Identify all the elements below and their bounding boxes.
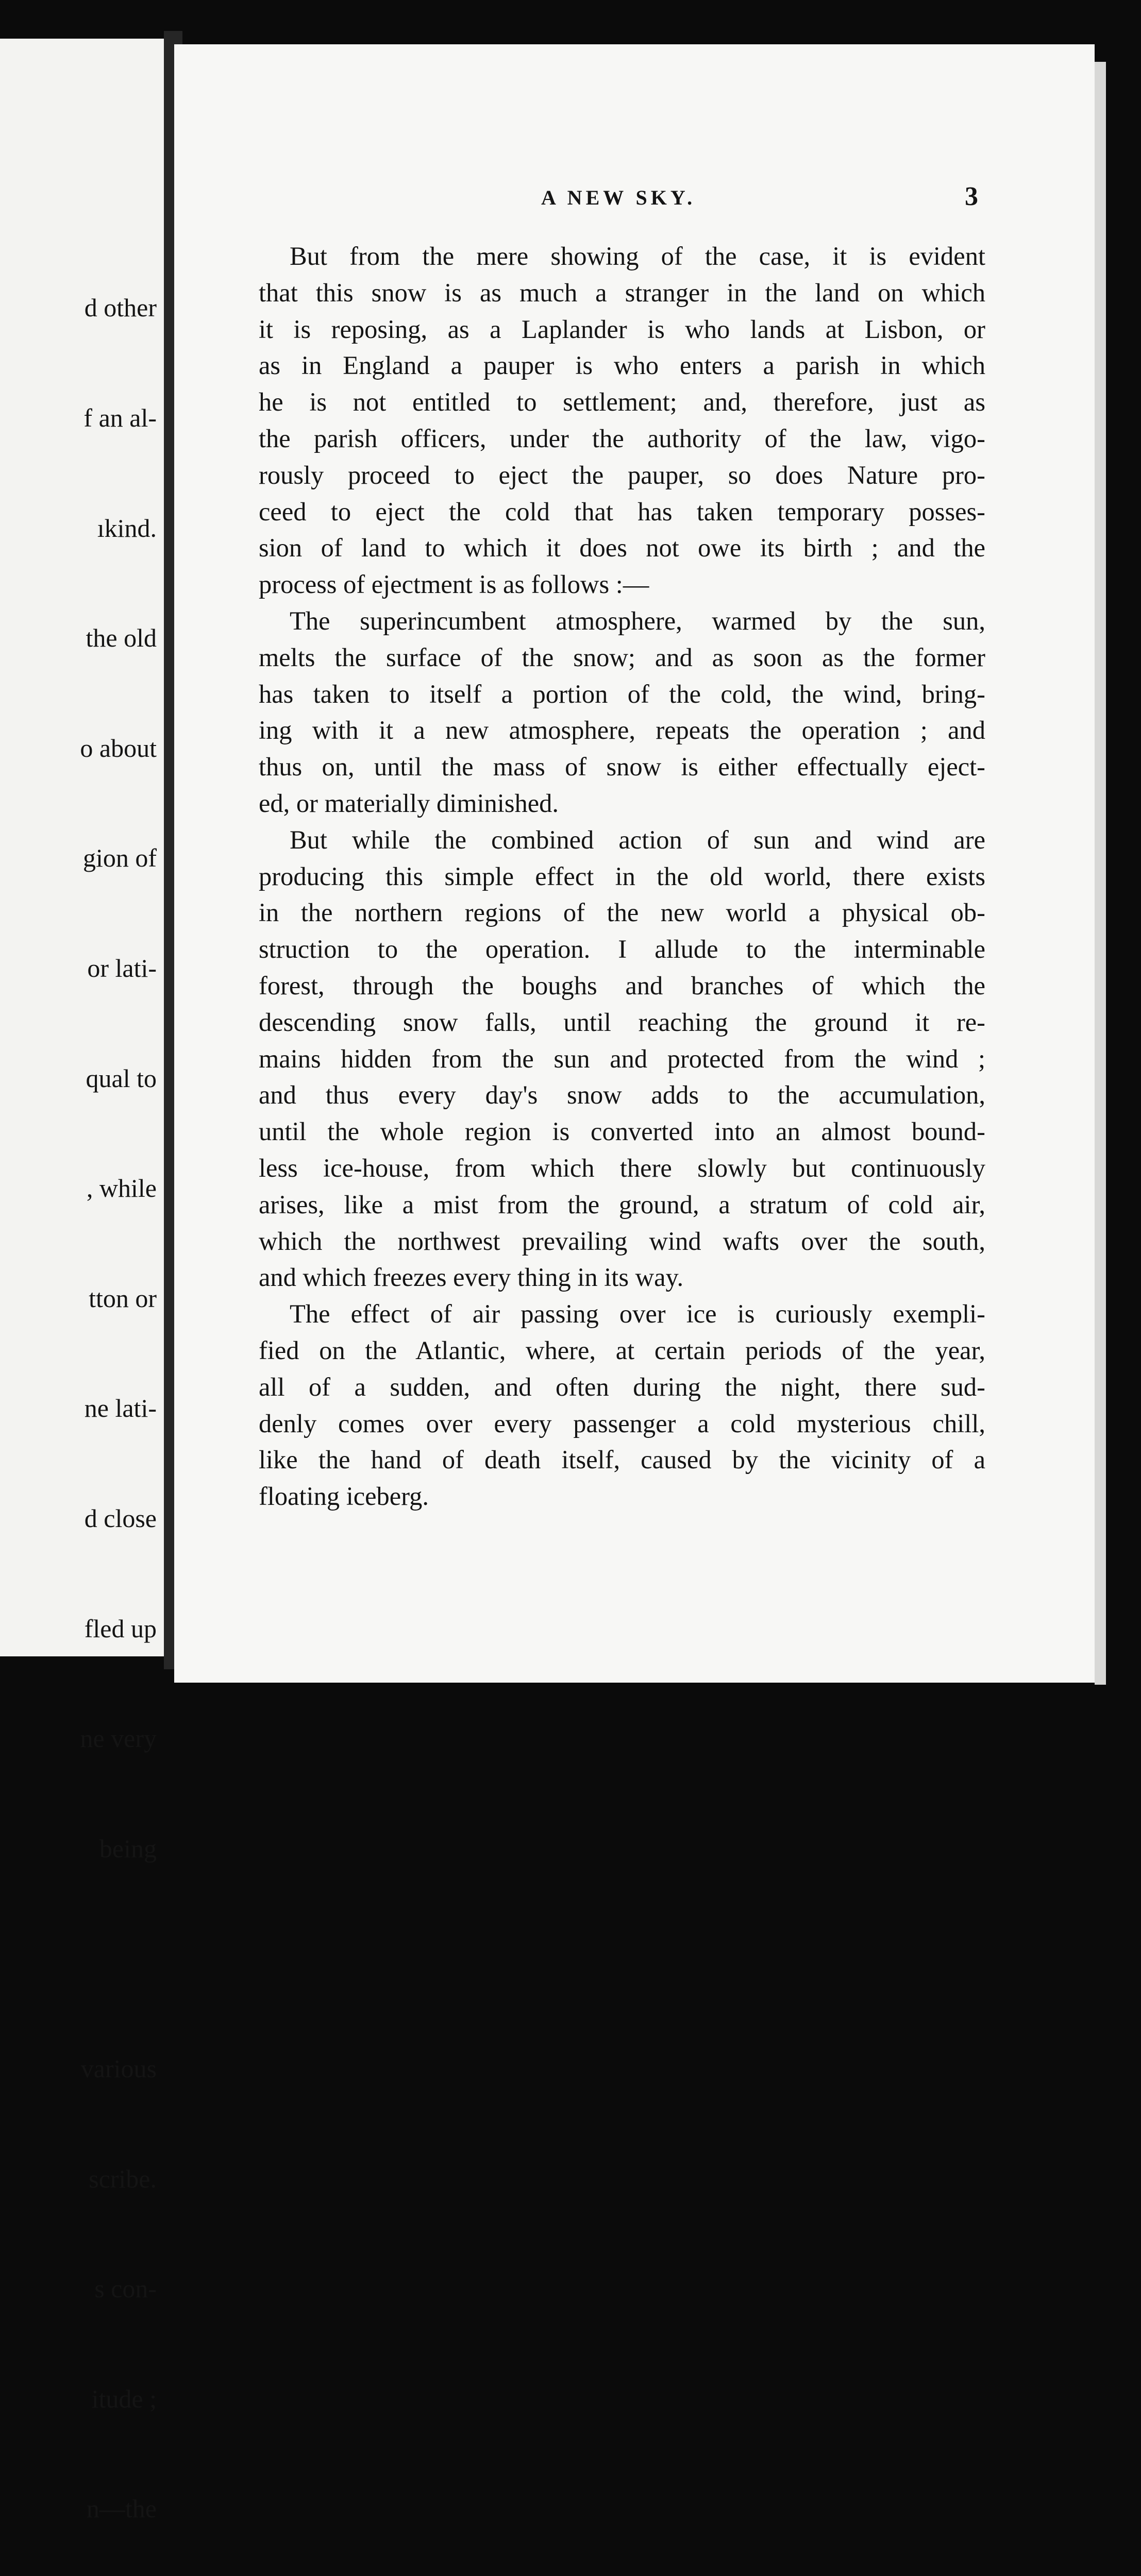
left-fragment: d other <box>84 293 157 323</box>
left-fragment: s con- <box>94 2274 157 2303</box>
left-fragment <box>0 1940 157 1977</box>
left-fragment: f an al- <box>83 403 157 432</box>
text-line: all of a sudden, and often during the night, there sud- <box>259 1372 985 1401</box>
left-fragment: various <box>80 2054 157 2083</box>
text-line: The superincumbent atmosphere, warmed by the sun, <box>290 606 985 635</box>
text-line: melts the surface of the snow; and as soon as the former <box>259 642 985 672</box>
left-fragment: o about <box>80 733 157 762</box>
body-text <box>259 238 985 1515</box>
left-fragment: tton or <box>89 1283 157 1313</box>
text-line: But while the combined action of sun and wind are <box>290 825 985 854</box>
text-line: rously proceed to eject the pauper, so does Nature pro- <box>259 460 985 489</box>
text-line: it is reposing, as a Laplander is who lands at Lisbon, or <box>259 314 985 344</box>
text-line: less ice-house, from which there slowly but continuously <box>259 1153 985 1182</box>
left-fragment: n—the <box>86 2494 157 2523</box>
left-fragment: being <box>99 1834 157 1863</box>
left-fragment: the old <box>86 623 157 653</box>
text-line: denly comes over every passenger a cold mysterious chill, <box>259 1409 985 1438</box>
left-fragment: or lati- <box>87 953 157 982</box>
left-fragment: gion of <box>82 843 157 873</box>
text-line: he is not entitled to settlement; and, therefore, just as <box>259 387 985 417</box>
text-line: which the northwest prevailing wind wafts over the south, <box>259 1226 985 1256</box>
left-page-text-fragments <box>0 216 157 2576</box>
text-line: in the northern regions of the new world a physical ob- <box>259 898 985 927</box>
text-line: The effect of air passing over ice is curiously exempli- <box>290 1299 985 1329</box>
text-line: sion of land to which it does not owe its birth ; and the <box>259 533 985 563</box>
text-line: until the whole region is converted into an almost bound- <box>259 1117 985 1146</box>
left-fragment: scribe. <box>89 2164 157 2193</box>
text-line: floating iceberg. <box>259 1482 429 1511</box>
text-line: and which freezes every thing in its way. <box>259 1263 684 1292</box>
page-number: 3 <box>965 182 978 211</box>
text-line: mains hidden from the sun and protected from the wind ; <box>259 1044 985 1073</box>
text-line: ed, or materially diminished. <box>259 788 559 818</box>
text-line: process of ejectment is as follows :— <box>259 570 649 599</box>
left-fragment: ne very <box>80 1724 157 1753</box>
left-fragment: itude ; <box>91 2384 157 2413</box>
running-head: A NEW SKY. <box>541 186 696 209</box>
text-line: forest, through the boughs and branches of which the <box>259 971 985 1000</box>
text-line: the parish officers, under the authority of the law, vigo- <box>259 423 985 453</box>
text-line: producing this simple effect in the old world, there exists <box>259 861 985 891</box>
left-page <box>0 39 164 2523</box>
left-fragment: , while <box>86 1174 157 1203</box>
left-fragment: fled up <box>84 1614 157 1643</box>
left-fragment: ne lati- <box>84 1394 157 1423</box>
text-line: arises, like a mist from the ground, a stratum of cold air, <box>259 1190 985 1219</box>
left-fragment: qual to <box>86 1063 157 1093</box>
text-line: ing with it a new atmosphere, repeats the operation ; and <box>259 716 985 745</box>
text-line: struction to the operation. I allude to the interminable <box>259 935 985 964</box>
text-line: fied on the Atlantic, where, at certain periods of the year, <box>259 1335 985 1365</box>
text-line: descending snow falls, until reaching the ground it re- <box>259 1007 985 1037</box>
left-fragment: d close <box>84 1503 157 1533</box>
text-line: ceed to eject the cold that has taken temporary posses- <box>259 497 985 526</box>
text-line: as in England a pauper is who enters a parish in which <box>259 351 985 380</box>
left-fragment: ıkind. <box>97 513 157 543</box>
text-line: But from the mere showing of the case, it is evident <box>290 242 985 270</box>
text-line: and thus every day's snow adds to the accumulation, <box>259 1080 985 1110</box>
page-edge <box>1095 62 1106 1685</box>
text-line: like the hand of death itself, caused by the vicinity of a <box>259 1445 985 1475</box>
text-line: that this snow is as much a stranger in the land on which <box>259 278 985 307</box>
text-line: thus on, until the mass of snow is either effectually eject- <box>259 752 985 782</box>
text-line: has taken to itself a portion of the cold, the wind, bring- <box>259 679 985 708</box>
